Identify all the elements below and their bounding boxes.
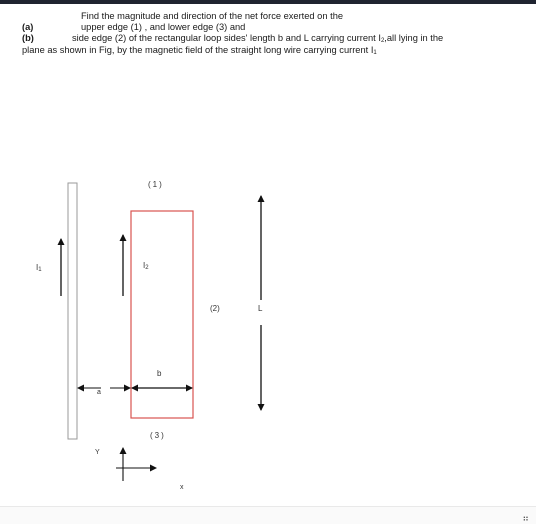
length-label: L xyxy=(258,304,263,313)
problem-line3: plane as shown in Fig, by the magnetic field of the straight long wire carrying current I1 xyxy=(22,45,377,56)
edge-2-label: (2) xyxy=(210,304,220,313)
x-axis-label: x xyxy=(180,484,184,491)
grip-icon[interactable]: ⠶ xyxy=(522,513,528,523)
part-a-text: upper edge (1) , and lower edge (3) and xyxy=(81,22,246,32)
part-b-marker: (b) xyxy=(22,33,34,43)
edge-3-label: (3) xyxy=(150,431,166,440)
part-b-text: side edge (2) of the rectangular loop sides' length b and L carrying current xyxy=(72,33,376,43)
rectangular-loop xyxy=(131,211,193,418)
i2-label: I2 xyxy=(143,261,149,271)
part-b-tail: ,all lying in the xyxy=(384,33,444,43)
i1-label: I1 xyxy=(36,263,42,273)
problem-intro: Find the magnitude and direction of the net force exerted on the xyxy=(81,11,344,21)
bottom-bar xyxy=(0,506,536,524)
width-label: b xyxy=(157,369,162,378)
i1-inline: I1 xyxy=(370,45,377,56)
y-axis-label: Y xyxy=(95,449,100,456)
edge-1-label: (1) xyxy=(148,180,164,189)
i2-inline: I2 xyxy=(378,33,385,44)
long-wire xyxy=(68,183,77,439)
gap-label: a xyxy=(97,389,101,396)
part-a-marker: (a) xyxy=(22,22,34,32)
